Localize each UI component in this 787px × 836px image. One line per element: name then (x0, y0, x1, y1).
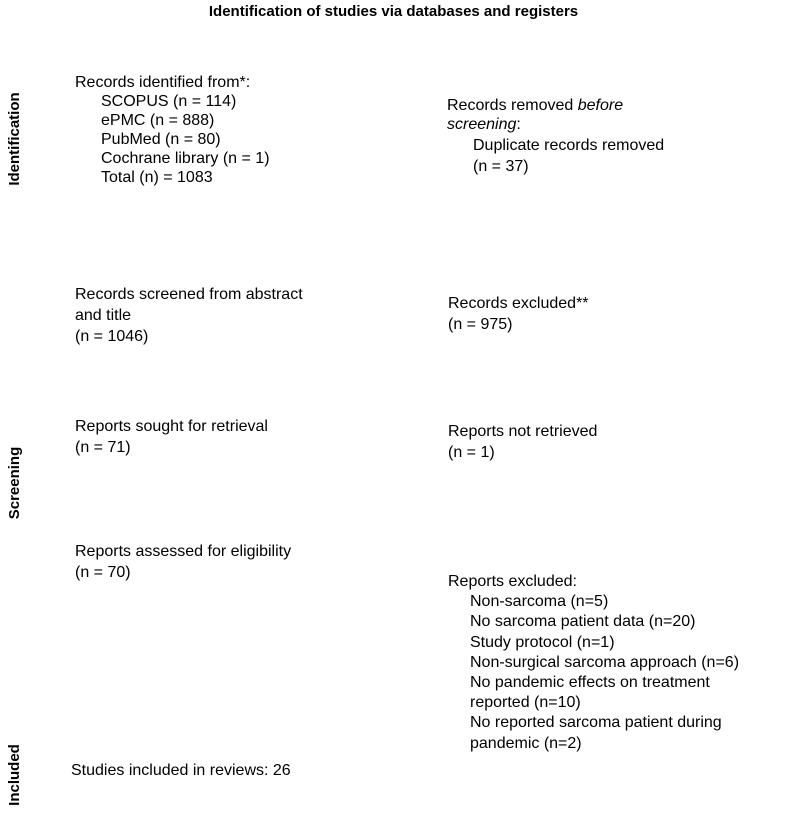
reports-not-retrieved-box (448, 421, 597, 463)
records-identified-box (75, 73, 270, 187)
reports-assessed-box (75, 541, 291, 583)
records-excluded-label: Records excluded** (448, 295, 589, 312)
records-removed-box (447, 96, 664, 176)
exclusion-reason-no-reported-patient-line2: pandemic (n=2) (470, 734, 582, 752)
records-excluded-count: (n = 975) (448, 316, 513, 333)
reports-not-retrieved-label: Reports not retrieved (448, 423, 598, 440)
reports-sought-box (75, 416, 268, 458)
reports-sought-count: (n = 71) (75, 439, 131, 456)
exclusion-reason-non-sarcoma: Non-sarcoma (n=5) (470, 593, 609, 611)
studies-included-label: Studies included in reviews: 26 (71, 762, 291, 779)
source-total: Total (n) = 1083 (101, 169, 213, 186)
reports-excluded-box (448, 572, 739, 754)
exclusion-reason-no-pandemic-effects-line2: reported (n=10) (470, 694, 581, 712)
duplicate-records-label: Duplicate records removed (473, 137, 665, 154)
reports-sought-label: Reports sought for retrieval (75, 418, 268, 435)
source-scopus: SCOPUS (n = 114) (101, 93, 237, 110)
records-removed-heading-italic-screening: screening (447, 116, 517, 133)
source-cochrane: Cochrane library (n = 1) (101, 150, 270, 167)
records-removed-heading-colon: : (516, 116, 521, 133)
records-screened-line2: and title (75, 307, 132, 324)
records-screened-line1: Records screened from abstract (75, 286, 303, 303)
records-identified-heading: Records identified from*: (75, 74, 251, 91)
phase-label-identification: Identification (6, 92, 23, 186)
reports-not-retrieved-count: (n = 1) (448, 444, 495, 461)
reports-excluded-heading: Reports excluded: (448, 573, 577, 590)
records-removed-heading-line1 (447, 96, 664, 115)
duplicate-records-count: (n = 37) (473, 158, 529, 175)
records-screened-box (75, 284, 303, 347)
exclusion-reason-non-surgical: Non-surgical sarcoma approach (n=6) (470, 653, 740, 671)
exclusion-reason-no-pandemic-effects-line1: No pandemic effects on treatment (470, 674, 710, 692)
diagram-title: Identification of studies via databases and registers (208, 3, 579, 20)
exclusion-reason-no-reported-patient-line1: No reported sarcoma patient during (470, 714, 722, 732)
records-excluded-box (448, 293, 589, 335)
records-screened-count: (n = 1046) (75, 328, 149, 345)
exclusion-reason-study-protocol: Study protocol (n=1) (470, 633, 615, 651)
exclusion-reason-no-patient-data: No sarcoma patient data (n=20) (470, 613, 696, 631)
source-epmc: ePMC (n = 888) (101, 112, 215, 129)
phase-label-screening: Screening (6, 446, 23, 520)
records-removed-heading-italic-before: before (577, 97, 624, 114)
records-removed-heading-line2 (447, 115, 664, 134)
reports-assessed-label: Reports assessed for eligibility (75, 543, 292, 560)
phase-label-included: Included (6, 744, 23, 806)
reports-assessed-count: (n = 70) (75, 564, 131, 581)
studies-included-box (71, 761, 291, 780)
source-pubmed: PubMed (n = 80) (101, 131, 221, 148)
records-removed-heading-text: Records removed (447, 97, 578, 114)
